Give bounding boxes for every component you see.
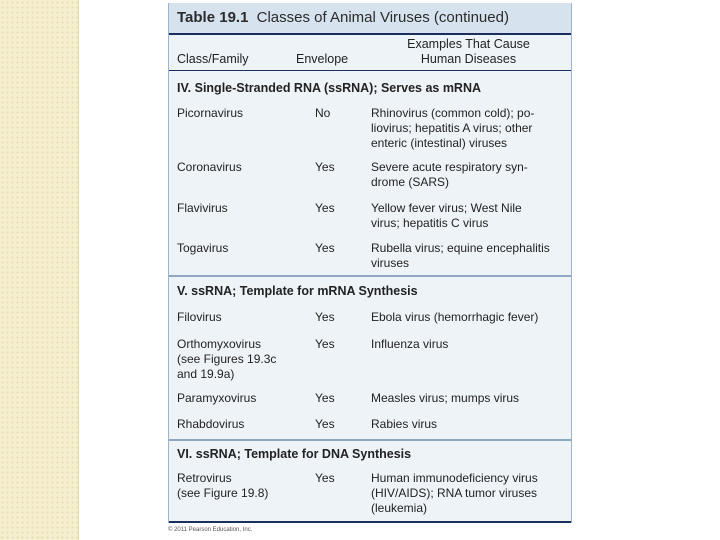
table-row-cell-examples: Yellow fever virus; West Nile virus; hepatitis C virus <box>371 201 522 230</box>
table-row-cell-examples: Rubella virus; equine encephalitis viruses <box>371 241 550 270</box>
table-row-cell-examples: Measles virus; mumps virus <box>371 391 520 405</box>
table-row-cell-examples: Influenza virus <box>371 337 449 351</box>
section-title-iv: IV. Single-Stranded RNA (ssRNA); Serves as mRNA <box>177 81 482 95</box>
virus-classes-table <box>168 3 572 523</box>
table-title <box>177 9 509 26</box>
table-row-cell-examples: Human immunodeficiency virus (HIV/AIDS); RNA tumor viruses (leukemia) <box>371 471 538 515</box>
bottom-rule <box>169 521 571 523</box>
table-row-cell-class: Rhabdovirus <box>177 417 245 431</box>
section-title-v: V. ssRNA; Template for mRNA Synthesis <box>177 284 418 298</box>
table-row-cell-examples: Severe acute respiratory syn- drome (SARS) <box>371 160 528 189</box>
table-row-cell-envelope: Yes <box>315 201 335 215</box>
table-row-cell-envelope: Yes <box>315 160 335 174</box>
table-row-cell-envelope: Yes <box>315 241 335 255</box>
table-row-cell-envelope: Yes <box>315 337 335 351</box>
section-divider <box>169 275 571 277</box>
table-row-cell-class: Filovirus <box>177 310 222 324</box>
table-title-text: Classes of Animal Viruses (continued) <box>256 9 509 26</box>
table-row-cell-examples: Ebola virus (hemorrhagic fever) <box>371 310 539 324</box>
table-title-bar <box>169 3 571 33</box>
table-row-cell-envelope: No <box>315 106 331 120</box>
table-row-cell-class: Coronavirus <box>177 160 242 174</box>
section-title-vi: VI. ssRNA; Template for DNA Synthesis <box>177 447 412 461</box>
table-row-cell-envelope: Yes <box>315 310 335 324</box>
section-divider <box>169 439 571 441</box>
title-rule <box>169 33 571 35</box>
column-header-examples: Examples That Cause Human Diseases <box>407 37 530 66</box>
decorative-side-strip <box>0 0 79 540</box>
table-row-cell-envelope: Yes <box>315 417 335 431</box>
table-row-cell-class: Picornavirus <box>177 106 244 120</box>
header-rule <box>169 70 571 71</box>
table-row-cell-class: Retrovirus (see Figure 19.8) <box>177 471 269 500</box>
column-header-class-family: Class/Family <box>177 52 249 66</box>
table-row-cell-envelope: Yes <box>315 471 335 485</box>
column-header-envelope: Envelope <box>296 52 349 66</box>
table-number: Table 19.1 <box>177 9 249 26</box>
table-row-cell-envelope: Yes <box>315 391 335 405</box>
table-row-cell-class: Orthomyxovirus (see Figures 19.3c and 19.9a) <box>177 337 277 381</box>
table-row-cell-examples: Rabies virus <box>371 417 438 431</box>
table-row-cell-class: Flavivirus <box>177 201 228 215</box>
table-row-cell-class: Paramyxovirus <box>177 391 257 405</box>
table-row-cell-examples: Rhinovirus (common cold); po- liovirus; hepatitis A virus; other enteric (intestinal) viruses <box>371 106 535 150</box>
table-row-cell-class: Togavirus <box>177 241 229 255</box>
copyright-notice: © 2011 Pearson Education, Inc. <box>168 527 253 533</box>
